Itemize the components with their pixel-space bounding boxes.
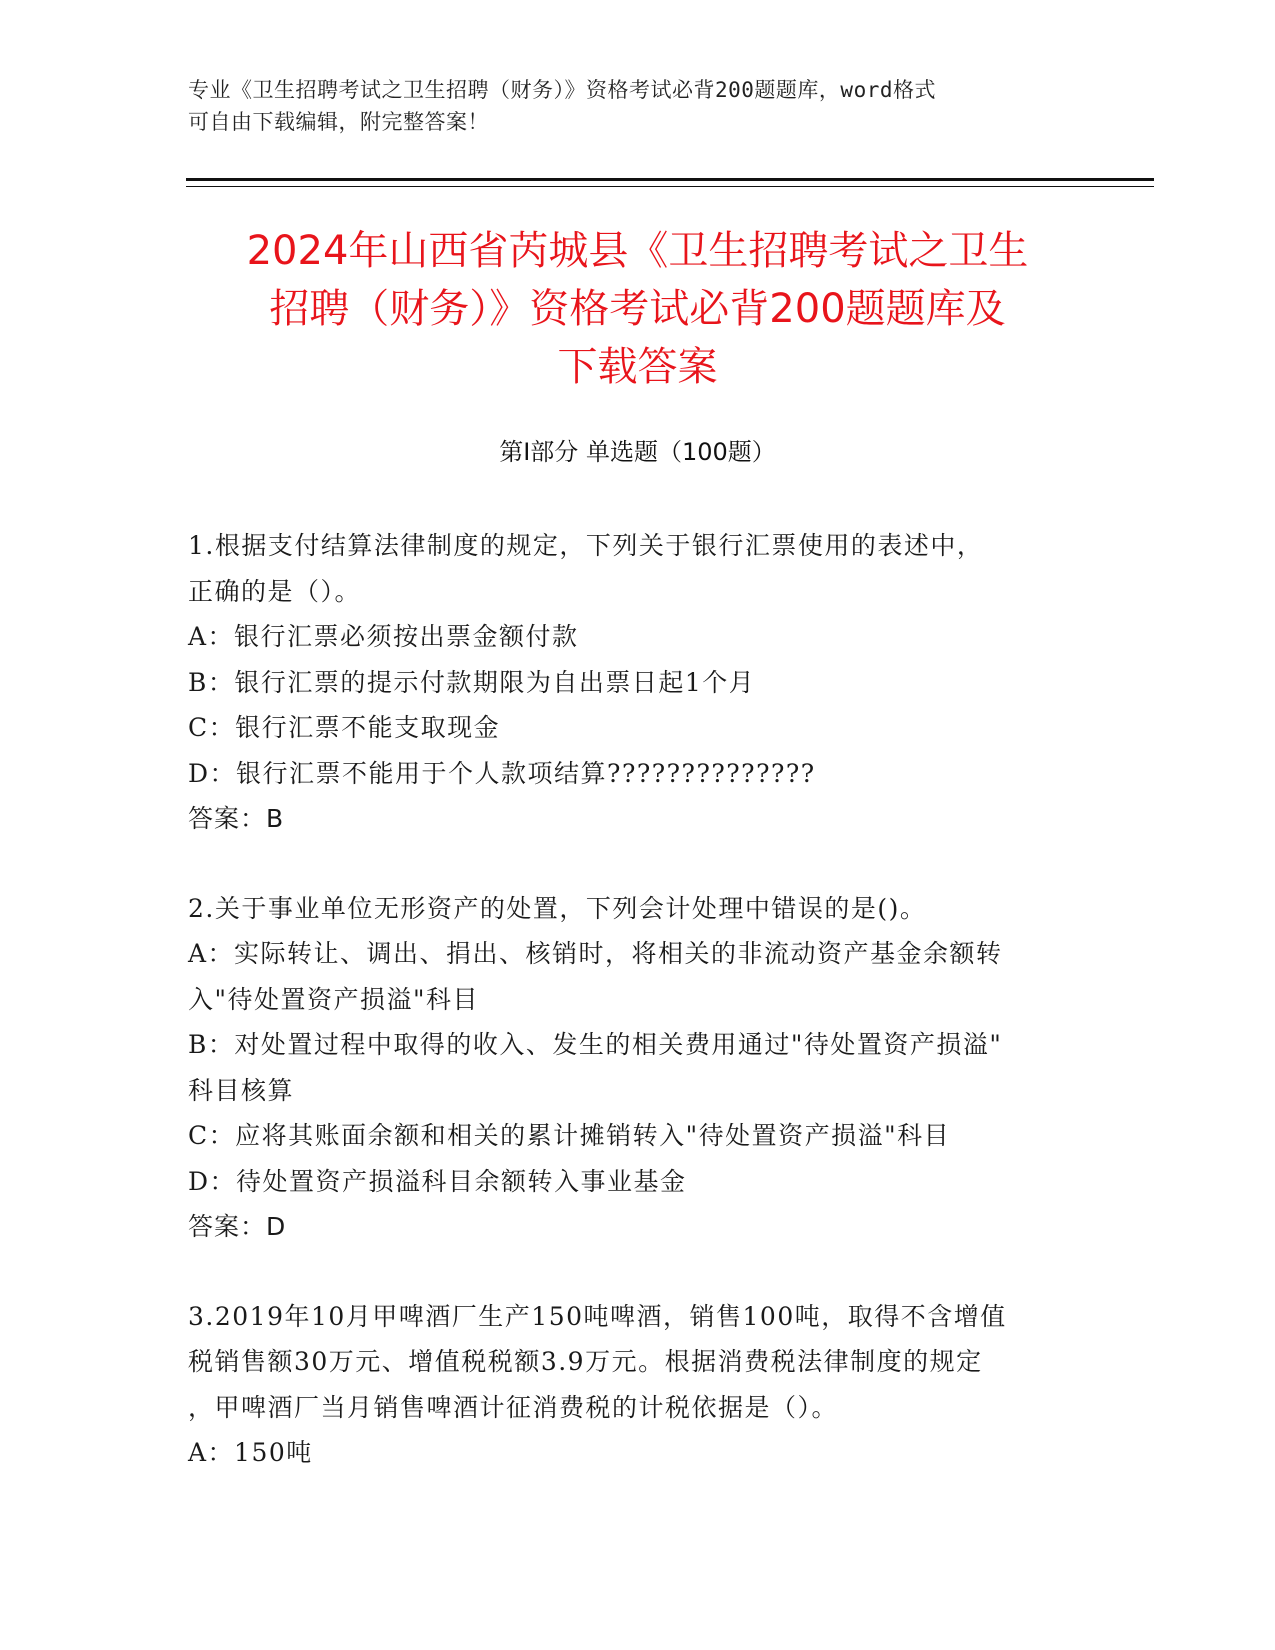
option-b: B：对处置过程中取得的收入、发生的相关费用通过"待处置资产损溢": [188, 1030, 1003, 1059]
option-d: D：待处置资产损溢科目余额转入事业基金: [188, 1166, 687, 1196]
question-3: [188, 1294, 1078, 1476]
option-a: A：150吨: [188, 1438, 313, 1467]
header-note-line: 可自由下载编辑，附完整答案！: [188, 110, 489, 134]
option-c: C：银行汇票不能支取现金: [188, 713, 501, 742]
option-b-continued: 科目核算: [188, 1075, 295, 1105]
option-a-continued: 入"待处置资产损溢"科目: [188, 984, 479, 1014]
header-divider-thick: [186, 178, 1154, 181]
option-a: A：实际转让、调出、捐出、核销时，将相关的非流动资产基金余额转: [188, 939, 1003, 968]
option-b: B：银行汇票的提示付款期限为自出票日起1个月: [188, 667, 756, 697]
question-stem: 3.2019年10月甲啤酒厂生产150吨啤酒，销售100吨，取得不含增值: [188, 1301, 1007, 1331]
option-d: D：银行汇票不能用于个人款项结算??????????????: [188, 758, 816, 788]
section-title: 第Ⅰ部分 单选题（100题）: [499, 438, 776, 466]
header-note-line: 专业《卫生招聘考试之卫生招聘（财务）》资格考试必背200题题库，word格式: [188, 78, 936, 102]
document-title-line: 下载答案: [557, 344, 718, 390]
question-1: [188, 523, 1078, 842]
header-divider-thin: [186, 186, 1154, 187]
option-c: C：应将其账面余额和相关的累计摊销转入"待处置资产损溢"科目: [188, 1121, 951, 1150]
question-2: [188, 886, 1078, 1250]
question-stem: 正确的是（）。: [188, 576, 362, 606]
header-note: [188, 74, 1088, 138]
answer: 答案：B: [188, 804, 285, 833]
question-stem: 税销售额30万元、增值税税额3.9万元。根据消费税法律制度的规定: [188, 1347, 983, 1376]
question-stem: ，甲啤酒厂当月销售啤酒计征消费税的计税依据是（）。: [188, 1392, 839, 1422]
question-stem: 1.根据支付结算法律制度的规定，下列关于银行汇票使用的表述中，: [188, 531, 984, 560]
option-a: A：银行汇票必须按出票金额付款: [188, 622, 579, 651]
document-title: [150, 222, 1125, 396]
document-title-line: 2024年山西省芮城县《卫生招聘考试之卫生: [246, 228, 1029, 274]
document-title-line: 招聘（财务）》资格考试必背200题题库及: [269, 286, 1006, 332]
question-list: [188, 523, 1078, 1520]
question-stem: 2.关于事业单位无形资产的处置，下列会计处理中错误的是()。: [188, 893, 927, 923]
answer: 答案：D: [188, 1212, 287, 1241]
